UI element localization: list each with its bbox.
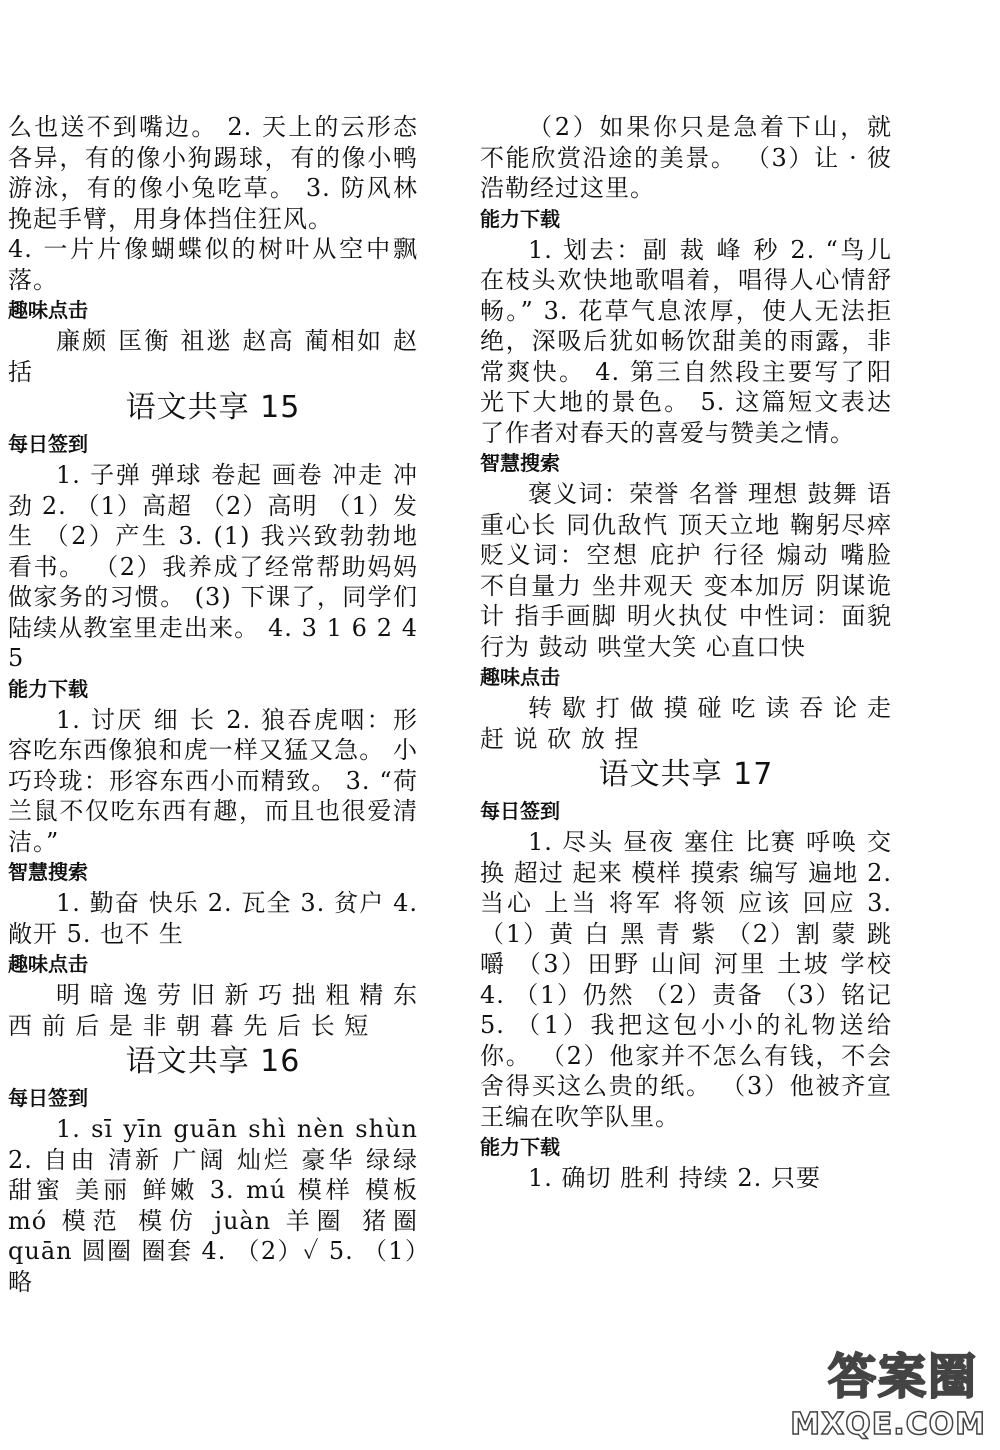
left-column — [8, 112, 418, 1297]
watermark-en: MXQE.COM — [790, 1407, 986, 1442]
answer-paragraph: （2）如果你只是急着下山，就不能欣赏沿途的美景。 （3）让 · 彼浩勒经过这里。 — [480, 113, 892, 202]
lesson-title: 语文共享 17 — [598, 757, 774, 792]
watermark-cn: 答案圈 — [827, 1349, 978, 1405]
section-heading: 趣味点击 — [8, 298, 88, 322]
answer-paragraph: 1. 确切 胜利 持续 2. 只要 — [528, 1164, 821, 1192]
answer-paragraph: 转 歇 打 做 摸 碰 吃 读 吞 论 走 赶 说 砍 放 捏 — [480, 694, 892, 753]
section-heading: 每日签到 — [8, 1086, 88, 1110]
section-heading: 趣味点击 — [8, 952, 88, 976]
answer-paragraph: 4. 一片片像蝴蝶似的树叶从空中飘落。 — [8, 235, 418, 294]
answer-paragraph: 1. 子弹 弹球 卷起 画卷 冲走 冲劲 2. （1）高超 （2）高明 （1）发生 （2）产生 3. (1) 我兴致勃勃地看书。 （2）我养成了经常帮助妈妈做家务的习惯。 (3) 下课了，同学们陆续从教室里走出来。 4. 3 1 6 2 4 5 — [8, 461, 418, 672]
section-heading: 智慧搜索 — [480, 451, 560, 475]
answer-paragraph: 廉颇 匡衡 祖逖 赵高 蔺相如 赵括 — [8, 327, 418, 386]
answer-paragraph: 1. 勤奋 快乐 2. 瓦全 3. 贫户 4. 敞开 5. 也不 生 — [8, 889, 418, 948]
section-heading: 每日签到 — [8, 432, 88, 456]
answer-paragraph: 1. sī yīn guān shì nèn shùn 2. 自由 清新 广阔 灿烂 豪华 绿绿 甜蜜 美丽 鲜嫩 3. mú 模样 模板 mó 模范 模仿 juàn 羊圈 猪圈 quān 圆圈 圈套 4. （2）✓ 5. （1）略 — [8, 1115, 418, 1296]
lesson-title: 语文共享 15 — [125, 390, 301, 425]
section-heading: 趣味点击 — [480, 665, 560, 689]
right-column — [480, 112, 892, 1194]
answer-paragraph: 1. 讨厌 细 长 2. 狼吞虎咽：形容吃东西像狼和虎一样又猛又急。 小巧玲珑：形容东西小而精致。 3. “荷兰鼠不仅吃东西有趣，而且也很爱清洁。” — [8, 705, 418, 856]
answer-paragraph: 1. 尽头 昼夜 塞住 比赛 呼唤 交换 超过 起来 模样 摸索 编写 遍地 2. 当心 上当 将军 将领 应该 回应 3. （1）黄 白 黑 青 紫 （2）割 蒙 跳 嚼 （3）田野 山间 河里 土坡 学校 4. （1）仍然 （2）责备 （3）铭记 5. （1）我把这包小小的礼物送给你。 （2）他家并不怎么有钱，不会舍得买这么贵的纸。 （3）他被齐宣王编在吹竽队里。 — [480, 828, 892, 1131]
section-heading: 能力下载 — [8, 676, 88, 701]
answer-paragraph: 么也送不到嘴边。 2. 天上的云形态各异，有的像小狗踢球，有的像小鸭游泳，有的像小兔吃草。 3. 防风林挽起手臂，用身体挡住狂风。 — [8, 113, 418, 233]
watermark-logo — [790, 1334, 994, 1446]
answer-paragraph: 明 暗 逸 劳 旧 新 巧 拙 粗 精 东 西 前 后 是 非 朝 暮 先 后 长 短 — [8, 981, 418, 1040]
lesson-title: 语文共享 16 — [125, 1044, 301, 1079]
section-heading: 每日签到 — [480, 799, 560, 823]
section-heading: 能力下载 — [480, 206, 560, 231]
section-heading: 智慧搜索 — [8, 860, 88, 884]
section-heading: 能力下载 — [480, 1135, 560, 1159]
answer-paragraph: 1. 划去：副 裁 峰 秒 2. “鸟儿在枝头欢快地歌唱着，唱得人心情舒畅。” 3. 花草气息浓厚，使人无法拒绝，深吸后犹如畅饮甜美的雨露，非常爽快。 4. 第三自然段主要写了阳光下大地的景色。 5. 这篇短文表达了作者对春天的喜爱与赞美之情。 — [480, 235, 892, 447]
answer-paragraph: 褒义词：荣誉 名誉 理想 鼓舞 语重心长 同仇敌忾 顶天立地 鞠躬尽瘁 贬义词：空想 庇护 行径 煽动 嘴脸 不自量力 坐井观天 变本加厉 阴谋诡计 指手画脚 明火执仗 中性词：面貌 行为 鼓动 哄堂大笑 心直口快 — [480, 480, 892, 661]
